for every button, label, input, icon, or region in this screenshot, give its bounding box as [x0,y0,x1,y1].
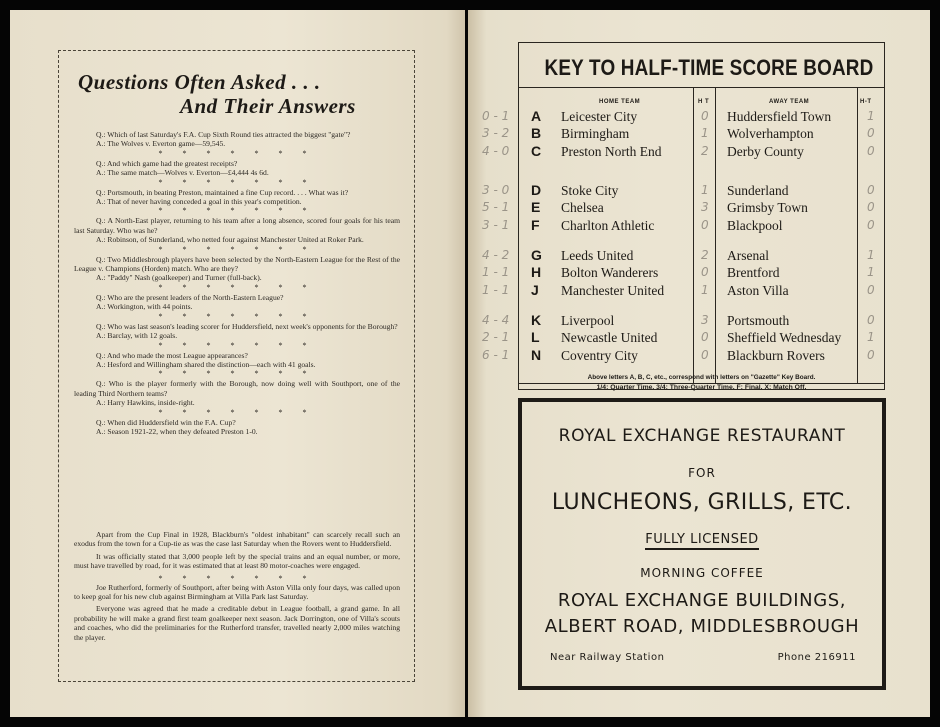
title-rule [519,87,884,88]
handwritten-ht-home: 0 [701,330,709,345]
handwritten-ht-away: 0 [867,183,875,197]
away-team-name: Derby County [727,143,804,159]
handwritten-final-score: 3 - 1 [482,217,510,232]
header-ht: H T [698,99,710,105]
handwritten-final-score: 1 - 1 [482,265,510,280]
handwritten-ht-home: 3 [701,313,709,327]
handwritten-ht-away: 0 [867,126,875,141]
qa-list [74,130,400,436]
advert-address-line1: ROYAL EXCHANGE BUILDINGS, [557,590,847,611]
key-footer-line2: 1/4: Quarter Time. 3/4: Three-Quarter Time. F: Final. X: Match Off. [596,384,807,391]
handwritten-ht-home: 0 [701,265,709,280]
article-paragraph: It was officially stated that 3,000 people left by the special trains and an equal number, or more, must have travelled by road, for it was estimated that at least 80 motor-coaches were engaged. [74,551,400,571]
away-team-name: Brentford [727,265,780,281]
handwritten-ht-away: 0 [867,347,875,362]
handwritten-ht-home: 2 [701,143,709,158]
handwritten-ht-home: 0 [701,109,709,123]
qa-answer: A.: Barclay, with 12 goals. [96,331,178,341]
row-letter: C [531,142,542,159]
qa-separator: * * * * * * * [158,407,316,417]
qa-separator: * * * * * * * [158,177,316,187]
handwritten-final-score: 4 - 4 [482,313,510,327]
handwritten-final-score: 5 - 1 [482,200,510,215]
handwritten-ht-away: 1 [867,109,875,123]
home-team-name: Stoke City [561,183,619,198]
qa-answer: A.: Robinson, of Sunderland, who netted four against Manchester United at Roker Park. [96,235,364,245]
left-page [10,10,465,717]
handwritten-ht-home: 0 [701,347,709,362]
home-team-name: Manchester United [561,282,665,298]
home-team-name: Coventry City [561,347,638,363]
row-letter: J [531,281,539,298]
article-paragraph: Joe Rutherford, formerly of Southport, after being with Aston Villa only four days, was called upon to keep goal for his new club against Birmingham at Villa Park last Saturday. [74,582,400,602]
row-letter: L [531,329,540,346]
handwritten-ht-away: 0 [867,200,875,215]
handwritten-ht-home: 3 [701,200,709,215]
handwritten-final-score: 3 - 0 [482,183,510,197]
qa-separator: * * * * * * * [158,282,316,292]
away-team-name: Huddersfield Town [727,109,832,124]
score-board-title: KEY TO HALF-TIME SCORE BOARD [544,55,874,80]
qa-question: Q.: Who is the player formerly with the Borough, now doing well with Southport, one of the leading Third Northern teams? [74,379,400,398]
away-team-name: Sheffield Wednesday [727,330,842,346]
qa-question: Q.: A North-East player, returning to his team after a long absence, scored four goals for his team last Saturday. Who was he? [74,216,400,235]
article-paragraph: Apart from the Cup Final in 1928, Blackburn's "oldest inhabitant" can scarcely recall such an exodus from the town for a Cup-tie as was the case last Saturday when the Rovers went to Huddersfield. [74,530,400,549]
home-team-name: Bolton Wanderers [561,265,659,281]
qa-separator: * * * * * * * [158,340,316,350]
away-team-name: Aston Villa [727,282,789,298]
advert-fully-licensed [522,532,882,547]
handwritten-ht-away: 0 [867,143,875,158]
advert-fully-licensed-text: FULLY LICENSED [645,532,758,550]
qa-separator: * * * * * * * [158,244,316,254]
score-board-box [518,42,885,390]
advert-address-line2: ALBERT ROAD, MIDDLESBROUGH [544,616,860,637]
home-team-name: Preston North End [561,143,662,159]
handwritten-ht-away: 1 [867,330,875,345]
home-team-name: Birmingham [561,126,630,142]
handwritten-ht-away: 0 [867,282,875,297]
handwritten-ht-home: 1 [701,282,709,297]
qa-question: Q.: Portsmouth, in beating Preston, maintained a fine Cup record. . . . What was it? [96,187,349,197]
qa-separator: * * * * * * * [158,311,316,321]
qa-answer: A.: Workington, with 44 points. [96,302,193,312]
home-team-name: Chelsea [561,200,604,216]
advert-luncheons: LUNCHEONS, GRILLS, ETC. [551,490,853,515]
advert-restaurant-name: ROYAL EXCHANGE RESTAURANT [558,426,846,446]
article-paragraph: Everyone was agreed that he made a creditable debut in League football, a grand game. In all probability he will make a grand first team goalkeeper next season. Jack Dorrington, one of Villa's scouts and coaches, who did the preliminaries for the Rutherford transfer, travelled nearly 2,000 miles watching the player. [74,604,400,642]
away-team-name: Grimsby Town [727,200,808,216]
row-letter: H [531,264,542,281]
qa-question: Q.: And who made the most League appearances? [96,350,248,360]
home-team-name: Leeds United [561,248,634,263]
handwritten-ht-home: 0 [701,217,709,232]
handwritten-final-score: 4 - 2 [482,248,510,262]
advert-for: FOR [688,466,716,480]
handwritten-ht-away: 1 [867,248,875,262]
qa-separator: * * * * * * * [158,206,316,216]
row-letter: B [531,125,542,142]
article-separator: * * * * * * * [158,573,316,583]
header-away-team: AWAY TEAM [769,99,810,105]
header-home-team: HOME TEAM [599,99,641,105]
advert-morning-coffee: MORNING COFFEE [640,566,764,580]
row-letter: F [531,216,540,233]
qa-question: Q.: Who are the present leaders of the North-Eastern League? [96,292,284,302]
advert-near-station: Near Railway Station [550,652,665,663]
handwritten-ht-away: 1 [867,265,875,280]
header-ht2: H-T [860,99,872,105]
qa-question: Q.: And which game had the greatest receipts? [96,158,238,168]
row-letter: N [531,346,542,363]
qa-separator: * * * * * * * [158,148,316,158]
col-divider-ht-left [693,87,694,383]
away-team-name: Portsmouth [727,313,790,328]
handwritten-ht-away: 0 [867,217,875,232]
handwritten-final-score: 2 - 1 [482,330,510,345]
row-letter: D [531,182,542,198]
handwritten-ht-home: 2 [701,248,709,262]
handwritten-ht-home: 1 [701,183,709,197]
qa-separator: * * * * * * * [158,369,316,379]
away-team-name: Sunderland [727,183,789,198]
row-letter: G [531,247,542,263]
home-team-name: Liverpool [561,313,615,328]
handwritten-final-score: 3 - 2 [482,126,510,141]
handwritten-final-score: 4 - 0 [482,143,510,158]
qa-answer: A.: That of never having conceded a goal in this year's competition. [96,197,302,207]
row-letter: A [531,108,542,124]
home-team-name: Newcastle United [561,330,658,346]
qa-question: Q.: Who was last season's leading scorer for Huddersfield, next week's opponents for the Borough? [96,321,398,331]
qa-title-line2: And Their Answers [180,94,356,118]
qa-question: Q.: Which of last Saturday's F.A. Cup Sixth Round ties attracted the biggest "gate"? [96,130,351,139]
home-team-name: Charlton Athletic [561,217,655,233]
qa-answer: A.: Season 1921-22, when they defeated Preston 1-0. [96,426,258,436]
handwritten-ht-home: 1 [701,126,709,141]
away-team-name: Wolverhampton [727,126,814,142]
qa-answer: A.: Hesford and Willingham shared the distinction—each with 41 goals. [96,359,316,369]
qa-answer: A.: Harry Hawkins, inside-right. [96,398,195,408]
qa-answer: A.: "Paddy" Nash (goalkeeper) and Turner (full-back). [96,273,262,283]
handwritten-final-score: 1 - 1 [482,282,510,297]
qa-question: Q.: When did Huddersfield win the F.A. Cup? [96,417,236,427]
qa-answer: A.: The Wolves v. Everton game—59,545. [96,139,226,149]
qa-question: Q.: Two Middlesbrough players have been selected by the North-Eastern League for the Rest of the League v. Champions (Horden) match. Who are they? [74,254,400,274]
away-team-name: Blackpool [727,217,783,233]
qa-answer: A.: The same match—Wolves v. Everton—£4,444 4s 6d. [96,168,269,178]
right-page [468,10,930,717]
handwritten-final-score: 6 - 1 [482,347,510,362]
col-divider-ht-right [715,87,716,383]
key-footer-line1: Above letters A, B, C, etc., correspond with letters on "Gazette" Key Board. [587,374,816,381]
row-letter: E [531,199,541,216]
col-divider-ht2-left [857,87,858,383]
home-team-name: Leicester City [561,109,638,124]
qa-title-line1: Questions Often Asked . . . [78,70,321,94]
restaurant-advert [518,398,886,690]
row-letter: K [531,312,542,328]
handwritten-final-score: 0 - 1 [482,109,510,123]
away-team-name: Blackburn Rovers [727,347,825,363]
handwritten-ht-away: 0 [867,313,875,327]
away-team-name: Arsenal [727,248,769,263]
advert-phone: Phone 216911 [777,652,856,663]
article-paragraphs [74,530,400,645]
